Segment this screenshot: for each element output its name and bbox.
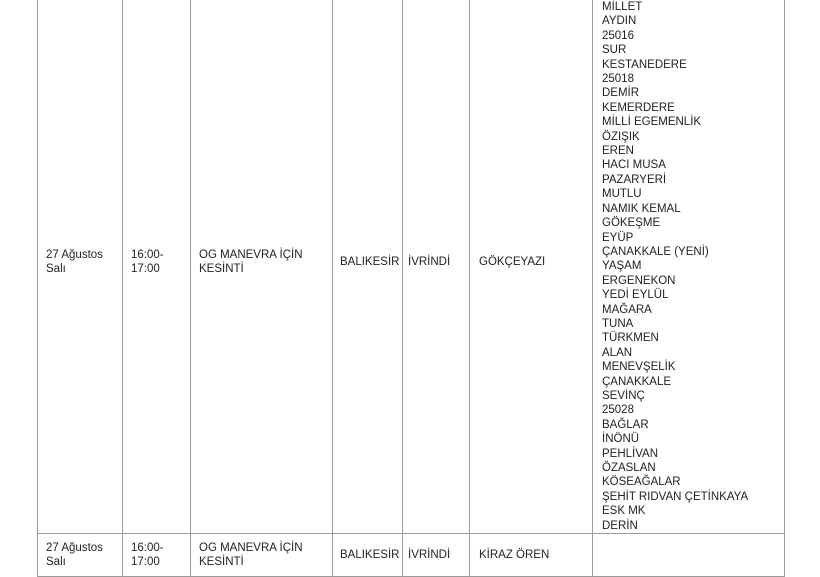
date-line-2: Salı (46, 263, 66, 276)
neighborhood-item: ÖZASLAN (602, 462, 656, 474)
province-cell (333, 0, 403, 534)
neighborhood-item: PEHLİVAN (602, 447, 659, 460)
neighborhood-item: ÇANAKKALE (602, 375, 672, 388)
neighborhood-item: HACI MUSA (602, 159, 666, 172)
reason-cell (191, 534, 333, 577)
outage-table (37, 0, 785, 577)
neighborhood-item: SUR (602, 44, 627, 57)
neighborhood-item: 25018 (602, 73, 634, 86)
neighborhood-item: ÇANAKKALE (YENİ) (602, 245, 709, 258)
neighborhood-item: NAMIK KEMAL (602, 202, 681, 215)
district-cell (403, 534, 470, 577)
neighborhood-item: SEVİNÇ (602, 389, 645, 402)
neighborhood-item: ÖZIŞIK (602, 130, 640, 143)
neighborhood-item: YAŞAM (602, 260, 642, 273)
neighborhoods-cell (593, 534, 785, 577)
neighborhood-list (602, 0, 784, 533)
time-line-1: 16:00- (131, 248, 164, 261)
time-cell (123, 0, 191, 534)
neighborhood-item: TÜRKMEN (602, 332, 659, 345)
village-text: GÖKÇEYAZI (479, 255, 546, 268)
neighborhood-item: KESTANEDERE (602, 58, 687, 71)
neighborhood-item: DEMİR (602, 87, 640, 100)
neighborhood-item: ALAN (602, 346, 633, 359)
neighborhood-item: ERGENEKON (602, 274, 676, 287)
neighborhood-item: DERİN (602, 519, 638, 532)
table-row (38, 534, 785, 577)
neighborhood-item: ESK MK (602, 505, 646, 518)
district-cell (403, 0, 470, 534)
village-cell (470, 0, 593, 534)
date-line-1: 27 Ağustos (46, 248, 103, 261)
time-line-1: 16:00- (131, 541, 164, 554)
reason-line-2: KESİNTİ (199, 263, 244, 276)
village-text: KİRAZ ÖREN (479, 548, 550, 561)
neighborhood-item: KÖSEAĞALAR (602, 476, 681, 489)
neighborhood-item: MAĞARA (602, 303, 652, 316)
date-cell (38, 534, 123, 577)
neighborhood-item: 25028 (602, 404, 634, 417)
neighborhood-item: 25016 (602, 29, 634, 42)
district-text: İVRİNDİ (408, 255, 451, 268)
date-line-1: 27 Ağustos (46, 541, 103, 554)
province-cell (333, 534, 403, 577)
time-cell (123, 534, 191, 577)
neighborhood-item: GÖKEŞME (602, 217, 661, 230)
neighborhood-item: MİLLİ EGEMENLİK (602, 116, 702, 129)
neighborhood-item: EREN (602, 145, 634, 158)
neighborhood-item: YEDİ EYLÜL (602, 289, 669, 302)
neighborhoods-cell (593, 0, 785, 534)
time-line-2: 17:00 (131, 263, 160, 276)
neighborhood-item: ŞEHİT RIDVAN ÇETİNKAYA (602, 490, 749, 503)
neighborhood-item: MİLLET (602, 1, 643, 13)
date-line-2: Salı (46, 556, 66, 569)
reason-line-1: OG MANEVRA İÇİN (199, 248, 303, 261)
district-text: İVRİNDİ (408, 548, 451, 561)
neighborhood-item: PAZARYERİ (602, 173, 667, 186)
reason-cell (191, 0, 333, 534)
village-cell (470, 534, 593, 577)
time-line-2: 17:00 (131, 556, 160, 569)
province-text: BALIKESİR (340, 548, 400, 561)
neighborhood-item: İNÖNÜ (602, 433, 640, 446)
neighborhood-item: EYÜP (602, 231, 634, 244)
neighborhood-item: MUTLU (602, 188, 642, 201)
neighborhood-item: TUNA (602, 317, 634, 330)
province-text: BALIKESİR (340, 255, 400, 268)
reason-line-1: OG MANEVRA İÇİN (199, 541, 303, 554)
neighborhood-item: MENEVŞELİK (602, 361, 676, 374)
neighborhood-item: AYDIN (602, 15, 637, 28)
neighborhood-item: KEMERDERE (602, 101, 675, 114)
date-cell (38, 0, 123, 534)
neighborhood-item: BAĞLAR (602, 418, 649, 431)
table-row (38, 0, 785, 534)
reason-line-2: KESİNTİ (199, 556, 244, 569)
